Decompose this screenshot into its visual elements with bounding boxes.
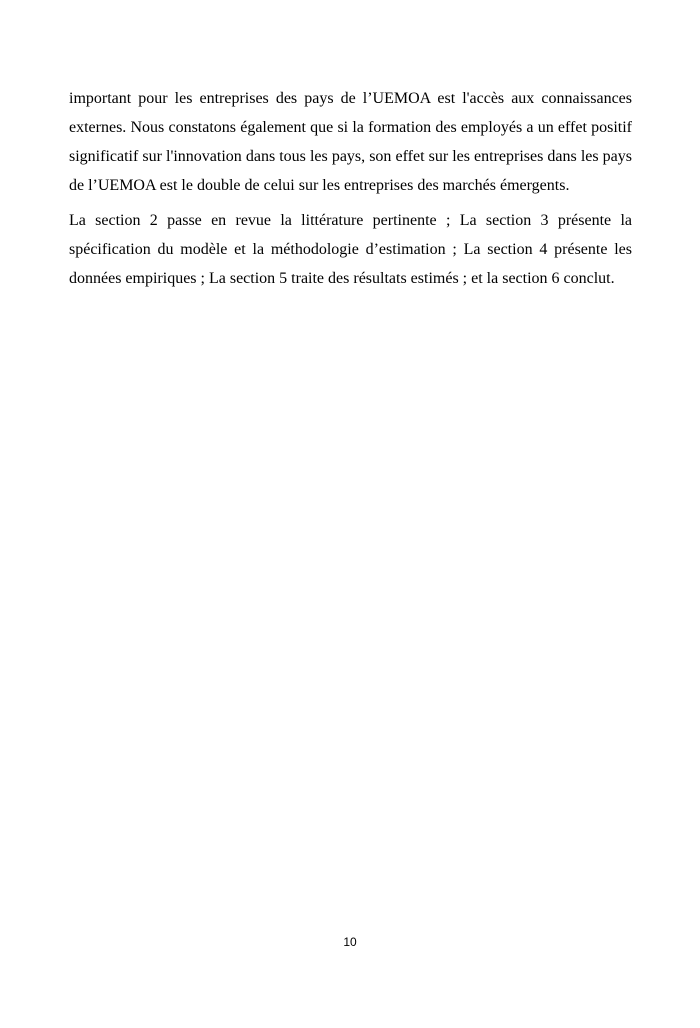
paragraph-innovation-findings: important pour les entreprises des pays de l’UEMOA est l'accès aux connaissances externes. Nous constatons également que si la formation des employés a un effet positif significatif sur l'innovation dans tous les pays, son effet sur les entreprises dans les pays de l’UEMOA est le double de celui sur les entreprises des marchés émergents. (69, 90, 632, 194)
paragraph-section-outline: La section 2 passe en revue la littérature pertinente ; La section 3 présente la spécification du modèle et la méthodologie d’estimation ; La section 4 présente les données empiriques ; La section 5 traite des résultats estimés ; et la section 6 conclut. (69, 212, 632, 287)
body-text (69, 84, 632, 299)
page-number: 10 (343, 935, 357, 949)
